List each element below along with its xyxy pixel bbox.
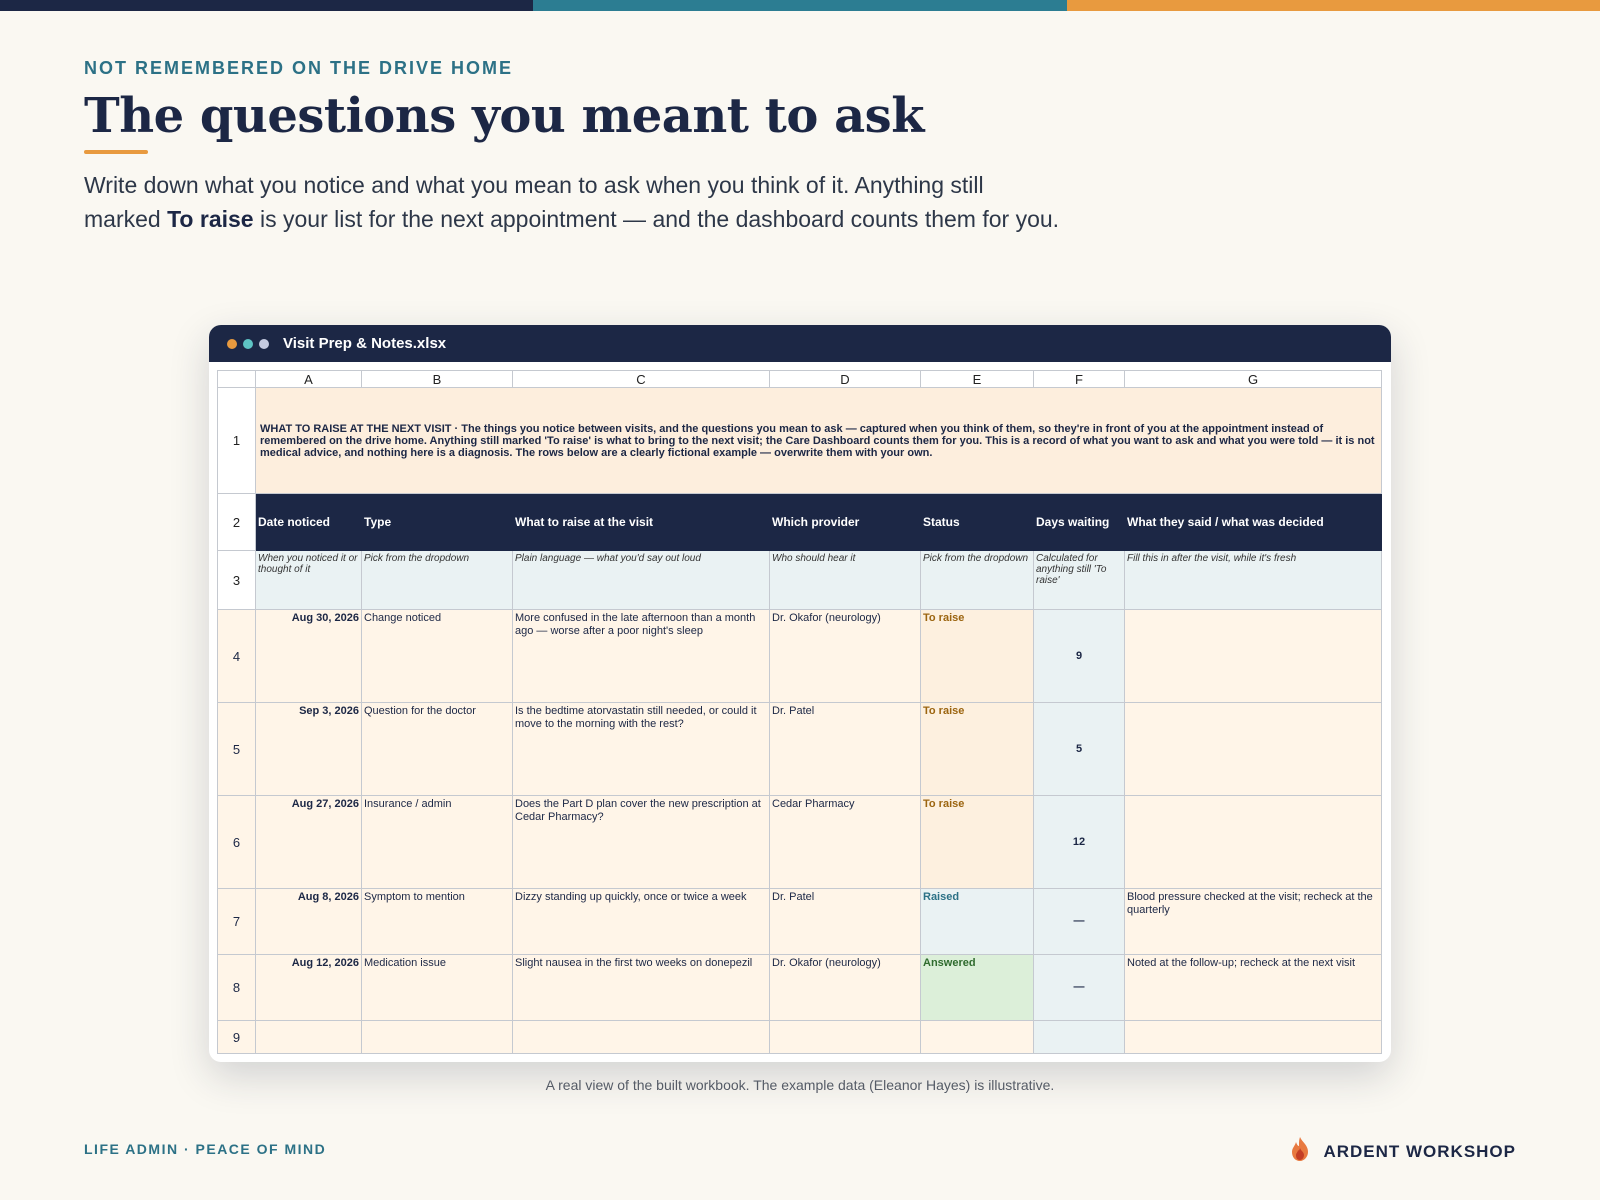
title-underline (84, 150, 148, 154)
empty-cell[interactable] (362, 1021, 513, 1054)
provider-cell[interactable]: Dr. Patel (770, 889, 921, 955)
type-cell[interactable]: Question for the doctor (362, 703, 513, 796)
eyebrow: NOT REMEMBERED ON THE DRIVE HOME (84, 58, 514, 78)
what-cell[interactable]: Is the bedtime atorvastatin still needed, or could it move to the morning with the rest? (513, 703, 770, 796)
type-cell[interactable]: Change noticed (362, 610, 513, 703)
hint-cell[interactable]: Who should hear it (770, 551, 921, 610)
window-title: Visit Prep & Notes.xlsx (283, 335, 447, 352)
row-number[interactable]: 3 (218, 551, 256, 610)
type-cell[interactable]: Insurance / admin (362, 796, 513, 889)
page-title: The questions you meant to ask (84, 88, 924, 144)
screenshot-caption: A real view of the built workbook. The example data (Eleanor Hayes) is illustrative. (545, 1077, 1055, 1093)
spreadsheet-window (209, 325, 1391, 1062)
empty-cell[interactable] (770, 1021, 921, 1054)
date-cell[interactable]: Sep 3, 2026 (256, 703, 362, 796)
column-header[interactable]: F (1034, 371, 1125, 388)
provider-cell[interactable]: Dr. Okafor (neurology) (770, 610, 921, 703)
provider-cell[interactable]: Dr. Patel (770, 703, 921, 796)
accent-navy (0, 0, 533, 11)
outcome-cell[interactable]: Blood pressure checked at the visit; recheck at the quarterly (1125, 889, 1382, 955)
row-number[interactable]: 4 (218, 610, 256, 703)
table-row (218, 955, 1382, 1021)
empty-cell[interactable] (1125, 1021, 1382, 1054)
hint-cell[interactable]: When you noticed it or thought of it (256, 551, 362, 610)
hint-row (218, 551, 1382, 610)
intro-bold: To raise (167, 206, 254, 232)
outcome-cell[interactable] (1125, 610, 1382, 703)
outcome-cell[interactable] (1125, 796, 1382, 889)
intro-part-1: Write down what you notice and what you mean to ask when you think of it. Anything still marked (84, 172, 984, 232)
hint-cell[interactable]: Calculated for anything still 'To raise' (1034, 551, 1125, 610)
header-cell[interactable]: Status (921, 494, 1034, 551)
table-row (218, 796, 1382, 889)
flame-icon (1289, 1136, 1311, 1167)
date-cell[interactable]: Aug 30, 2026 (256, 610, 362, 703)
what-cell[interactable]: Slight nausea in the first two weeks on donepezil (513, 955, 770, 1021)
header-cell[interactable]: What they said / what was decided (1125, 494, 1382, 551)
window-dot-teal[interactable] (243, 339, 253, 349)
footer-tagline: LIFE ADMIN · PEACE OF MIND (84, 1141, 327, 1157)
days-cell[interactable]: — (1034, 889, 1125, 955)
provider-cell[interactable]: Cedar Pharmacy (770, 796, 921, 889)
accent-teal (533, 0, 1066, 11)
type-cell[interactable]: Symptom to mention (362, 889, 513, 955)
row-number[interactable]: 7 (218, 889, 256, 955)
row-number[interactable]: 8 (218, 955, 256, 1021)
status-cell[interactable]: To raise (921, 703, 1034, 796)
table-row (218, 610, 1382, 703)
row-number[interactable]: 2 (218, 494, 256, 551)
days-cell[interactable]: 9 (1034, 610, 1125, 703)
empty-row (218, 1021, 1382, 1054)
header-cell[interactable]: Date noticed (256, 494, 362, 551)
hint-cell[interactable]: Fill this in after the visit, while it's fresh (1125, 551, 1382, 610)
column-header[interactable]: A (256, 371, 362, 388)
intro-cell[interactable]: WHAT TO RAISE AT THE NEXT VISIT · The things you notice between visits, and the questions you mean to ask — captured when you think of them, so they're in front of you at the appointment instead of remembered on the drive home. Anything still marked 'To raise' is what to bring to the next visit; the Care Dashboard counts them for you. This is a record of what you want to ask and what you were told — it is not medical advice, and nothing here is a diagnosis. The rows below are a clearly fictional example — overwrite them with your own. (256, 388, 1382, 494)
header-row (218, 494, 1382, 551)
spreadsheet-grid (217, 370, 1382, 1054)
days-cell[interactable]: — (1034, 955, 1125, 1021)
provider-cell[interactable]: Dr. Okafor (neurology) (770, 955, 921, 1021)
what-cell[interactable]: Dizzy standing up quickly, once or twice a week (513, 889, 770, 955)
status-cell[interactable]: To raise (921, 796, 1034, 889)
intro-part-2: is your list for the next appointment — and the dashboard counts them for you. (253, 206, 1060, 232)
window-dot-orange[interactable] (227, 339, 237, 349)
empty-cell[interactable] (921, 1021, 1034, 1054)
status-cell[interactable]: Answered (921, 955, 1034, 1021)
brand-name: ARDENT WORKSHOP (1323, 1141, 1516, 1161)
empty-cell[interactable] (1034, 1021, 1125, 1054)
hint-cell[interactable]: Plain language — what you'd say out loud (513, 551, 770, 610)
intro-row (218, 388, 1382, 494)
header-cell[interactable]: What to raise at the visit (513, 494, 770, 551)
header-cell[interactable]: Which provider (770, 494, 921, 551)
top-accent-bar (0, 0, 1600, 11)
empty-cell[interactable] (513, 1021, 770, 1054)
empty-cell[interactable] (256, 1021, 362, 1054)
row-number[interactable]: 1 (218, 388, 256, 494)
date-cell[interactable]: Aug 8, 2026 (256, 889, 362, 955)
status-cell[interactable]: Raised (921, 889, 1034, 955)
column-header[interactable]: D (770, 371, 921, 388)
what-cell[interactable]: Does the Part D plan cover the new prescription at Cedar Pharmacy? (513, 796, 770, 889)
column-header[interactable]: E (921, 371, 1034, 388)
window-dot-lavender[interactable] (259, 339, 269, 349)
date-cell[interactable]: Aug 12, 2026 (256, 955, 362, 1021)
column-header[interactable]: G (1125, 371, 1382, 388)
row-number[interactable]: 5 (218, 703, 256, 796)
window-titlebar (209, 325, 1391, 362)
date-cell[interactable]: Aug 27, 2026 (256, 796, 362, 889)
what-cell[interactable]: More confused in the late afternoon than a month ago — worse after a poor night's sleep (513, 610, 770, 703)
header-cell[interactable]: Type (362, 494, 513, 551)
footer-brand (1289, 1136, 1516, 1167)
intro-text (84, 168, 1064, 236)
column-header-row (218, 371, 1382, 388)
outcome-cell[interactable] (1125, 703, 1382, 796)
status-cell[interactable]: To raise (921, 610, 1034, 703)
hint-cell[interactable]: Pick from the dropdown (362, 551, 513, 610)
type-cell[interactable]: Medication issue (362, 955, 513, 1021)
days-cell[interactable]: 12 (1034, 796, 1125, 889)
corner-cell[interactable] (218, 371, 256, 388)
outcome-cell[interactable]: Noted at the follow-up; recheck at the next visit (1125, 955, 1382, 1021)
table-row (218, 889, 1382, 955)
row-number[interactable]: 9 (218, 1021, 256, 1054)
column-header[interactable]: B (362, 371, 513, 388)
accent-orange (1067, 0, 1600, 11)
hint-cell[interactable]: Pick from the dropdown (921, 551, 1034, 610)
row-number[interactable]: 6 (218, 796, 256, 889)
column-header[interactable]: C (513, 371, 770, 388)
days-cell[interactable]: 5 (1034, 703, 1125, 796)
header-cell[interactable]: Days waiting (1034, 494, 1125, 551)
table-row (218, 703, 1382, 796)
